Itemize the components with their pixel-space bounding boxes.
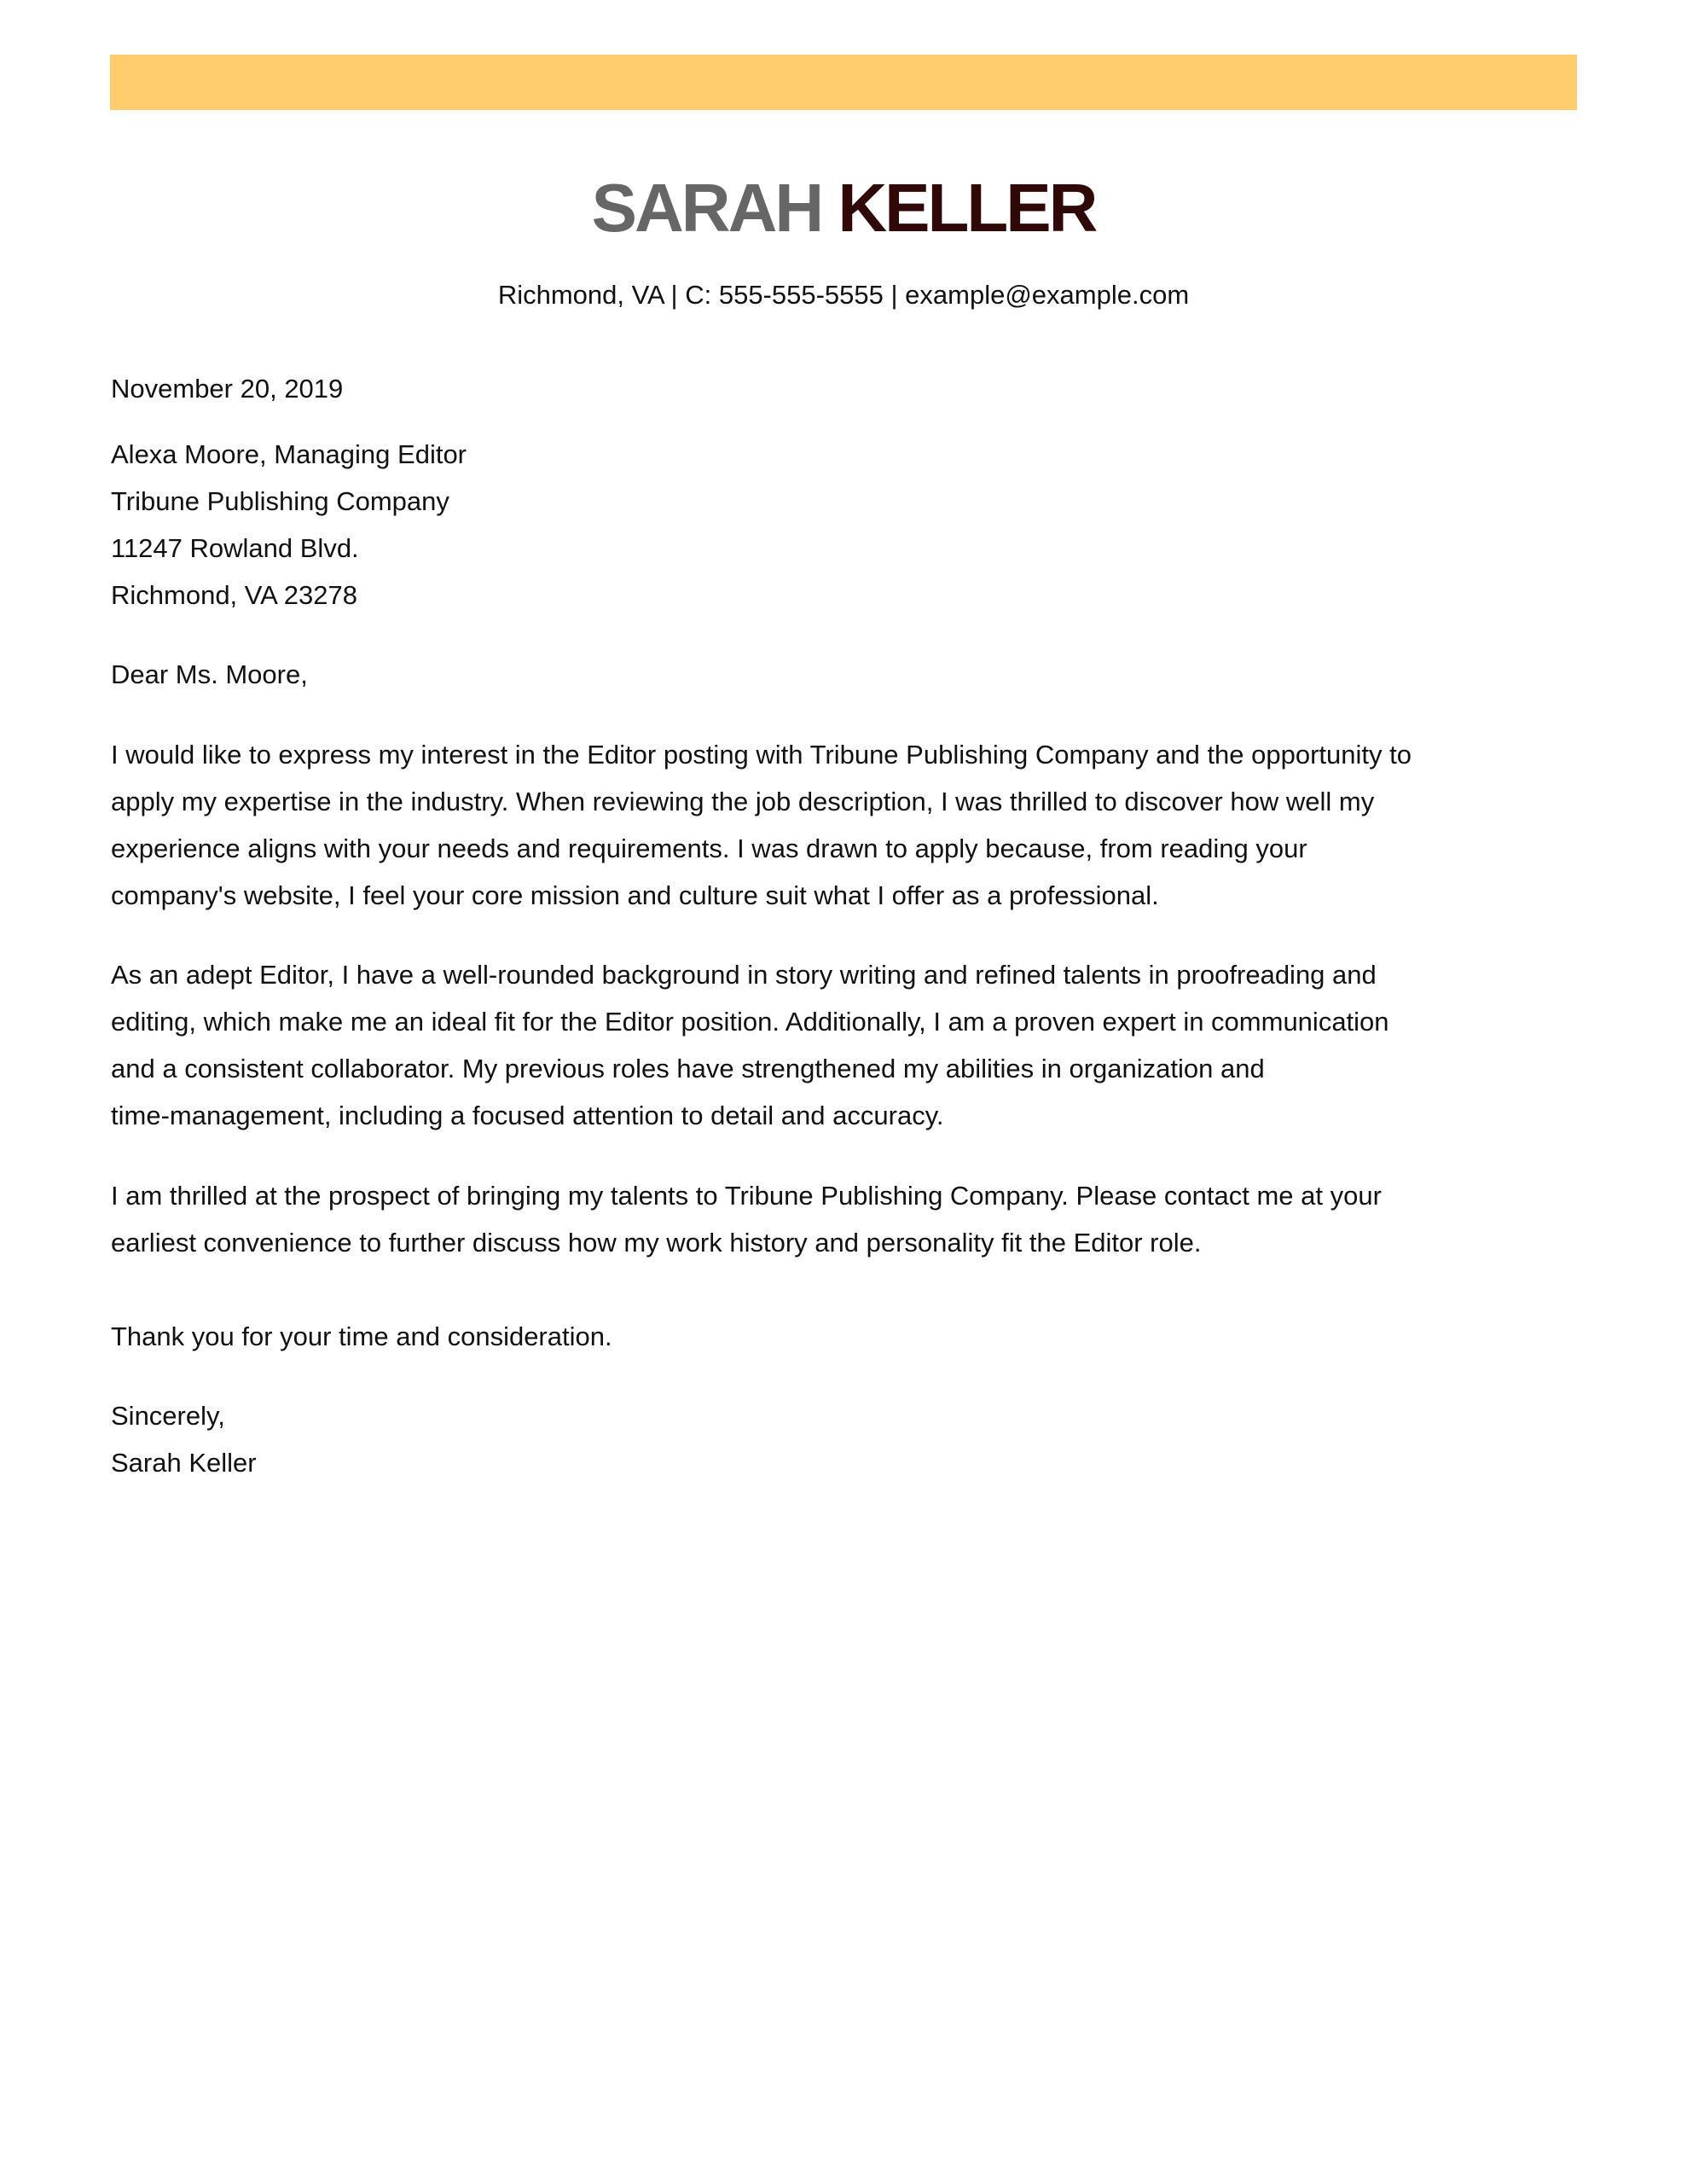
salutation: Dear Ms. Moore, [111,659,308,689]
contact-info: Richmond, VA | C: 555-555-5555 | example@example.com [497,280,1190,310]
closing-note: Thank you for your time and consideration. [111,1321,612,1351]
recipient-line: Richmond, VA 23278 [111,580,357,610]
paragraph-line: As an adept Editor, I have a well-rounded background in story writing and refined talents in proofreading and [111,960,1377,990]
paragraph-line: company's website, I feel your core mission and culture suit what I offer as a professional. [111,880,1159,910]
paragraph-line: and a consistent collaborator. My previous roles have strengthened my abilities in organization and [111,1054,1265,1083]
paragraph-line: apply my expertise in the industry. When reviewing the job description, I was thrilled to discover how well my [111,787,1375,816]
paragraph-line: I am thrilled at the prospect of bringing my talents to Tribune Publishing Company. Please contact me at your [111,1181,1382,1211]
recipient-line: Alexa Moore, Managing Editor [111,439,467,469]
accent-bar [110,55,1577,110]
paragraph-line: editing, which make me an ideal fit for the Editor position. Additionally, I am a proven expert in communication [111,1007,1389,1037]
paragraph-line: time-management, including a focused attention to detail and accuracy. [111,1101,944,1130]
letter-date: November 20, 2019 [111,374,344,404]
paragraph-line: experience aligns with your needs and requirements. I was drawn to apply because, from reading your [111,834,1307,863]
last-name: KELLER [838,170,1096,246]
recipient-line: Tribune Publishing Company [111,486,449,516]
sign-off: Sincerely, [111,1401,225,1431]
paragraph-line: I would like to express my interest in the Editor posting with Tribune Publishing Company and the opportunity to [111,740,1412,770]
paragraph-line: earliest convenience to further discuss how my work history and personality fit the Editor role. [111,1228,1202,1258]
applicant-name [0,167,1687,249]
signature: Sarah Keller [111,1448,257,1478]
first-name: SARAH [591,170,822,246]
recipient-line: 11247 Rowland Blvd. [111,533,359,563]
